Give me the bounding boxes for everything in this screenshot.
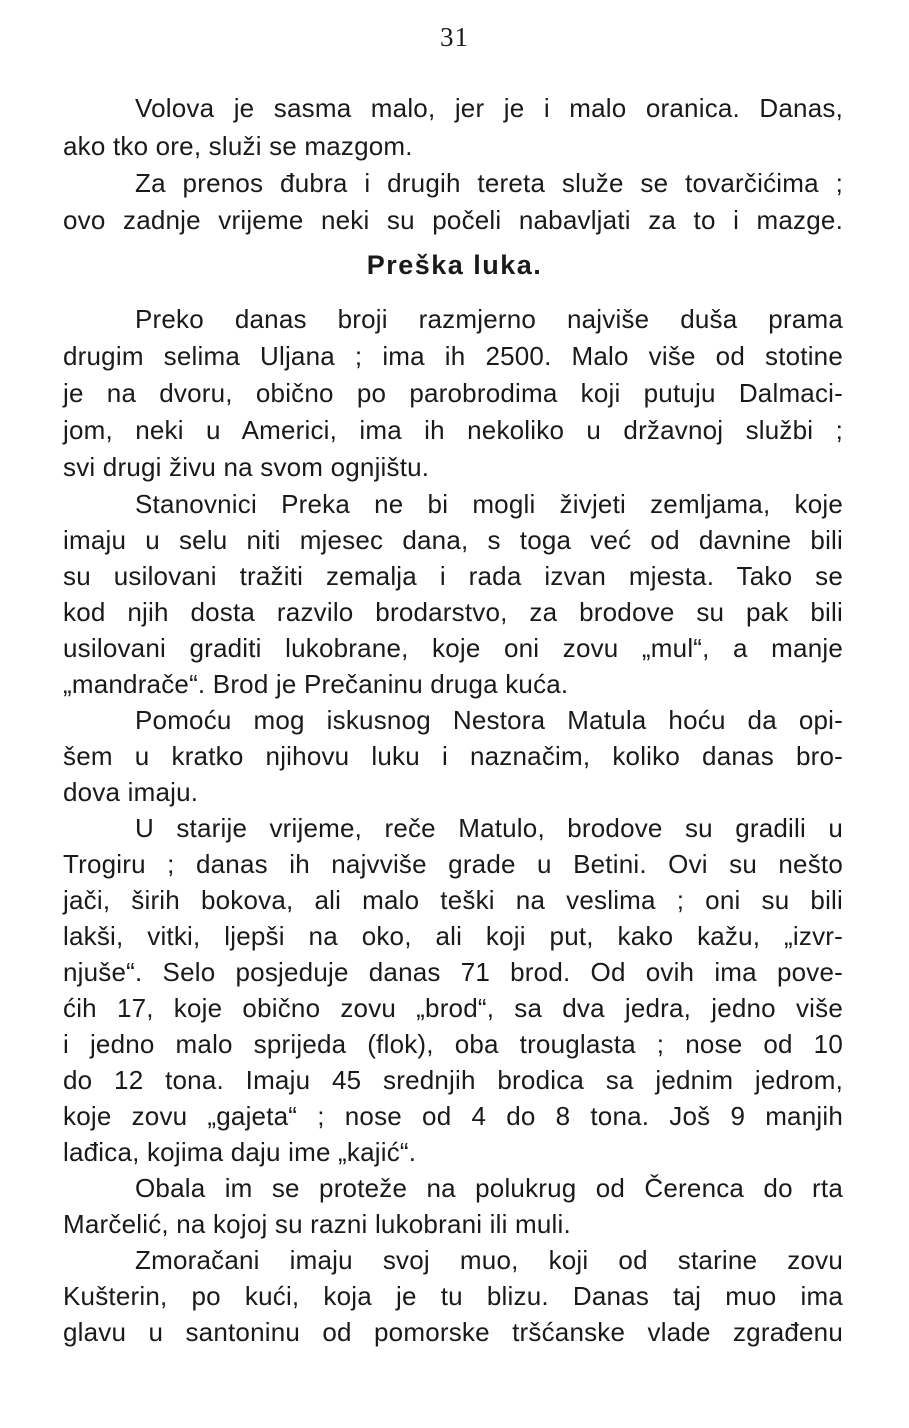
text-line: Obala im se proteže na polukrug od Čerenca do rta [135, 1173, 843, 1203]
text-line: Pomoću mog iskusnog Nestora Matula hoću da opi- [135, 705, 843, 735]
text-line: jom, neki u Americi, ima ih nekoliko u državnoj službi ; [63, 415, 843, 445]
text-line: su usilovani tražiti zemalja i rada izvan mjesta. Tako se [63, 561, 843, 591]
text-line: jači, širih bokova, ali malo teški na veslima ; oni su bili [63, 885, 843, 915]
text-line: glavu u santoninu od pomorske tršćanske vlade zgrađenu [63, 1317, 843, 1347]
text-line: koje zovu „gajeta“ ; nose od 4 do 8 tona. Još 9 manjih [63, 1101, 843, 1131]
text-line: lakši, vitki, ljepši na oko, ali koji put, kako kažu, „izvr- [63, 921, 843, 951]
text-line: usilovani graditi lukobrane, koje oni zovu „mul“, a manje [63, 633, 843, 663]
text-line: Kušterin, po kući, koja je tu blizu. Danas taj muo ima [63, 1281, 843, 1311]
text-line: lađica, kojima daju ime „kajić“. [63, 1137, 417, 1167]
text-line: ćih 17, koje obično zovu „brod“, sa dva jedra, jedno više [63, 993, 843, 1023]
text-line: Volova je sasma malo, jer je i malo oranica. Danas, [135, 93, 843, 123]
text-line: Zmoračani imaju svoj muo, koji od starine zovu [135, 1245, 843, 1275]
text-line: drugim selima Uljana ; ima ih 2500. Malo više od stotine [63, 341, 843, 371]
text-line: Za prenos đubra i drugih tereta služe se tovarčićima ; [135, 168, 843, 198]
text-line: njuše“. Selo posjeduje danas 71 brod. Od ovih ima pove- [63, 957, 843, 987]
text-line: ovo zadnje vrijeme neki su počeli nabavljati za to i mazge. [63, 205, 843, 235]
text-line: svi drugi živu na svom ognjištu. [63, 452, 430, 482]
text-line: ako tko ore, služi se mazgom. [63, 131, 413, 161]
text-line: imaju u selu niti mjesec dana, s toga već od davnine bili [63, 525, 843, 555]
text-line: Stanovnici Preka ne bi mogli živjeti zemljama, koje [135, 489, 843, 519]
text-line: „mandrače“. Brod je Prečaninu druga kuća. [63, 669, 569, 699]
text-line: je na dvoru, obično po parobrodima koji putuju Dalmaci- [63, 378, 843, 408]
text-line: Trogiru ; danas ih najvviše grade u Betini. Ovi su nešto [63, 849, 843, 879]
text-line: do 12 tona. Imaju 45 srednjih brodica sa jednim jedrom, [63, 1065, 843, 1095]
text-line: dova imaju. [63, 777, 199, 807]
text-line: i jedno malo sprijeda (flok), oba trouglasta ; nose od 10 [63, 1029, 843, 1059]
text-line: šem u kratko njihovu luku i naznačim, koliko danas bro- [63, 741, 843, 771]
page-number: 31 [440, 22, 469, 52]
text-line: U starije vrijeme, reče Matulo, brodove su gradili u [135, 813, 843, 843]
text-line: Marčelić, na kojoj su razni lukobrani ili muli. [63, 1209, 571, 1239]
text-line: Preko danas broji razmjerno najviše duša prama [135, 304, 843, 334]
section-heading: Preška luka. [366, 250, 543, 280]
text-line: kod njih dosta razvilo brodarstvo, za brodove su pak bili [63, 597, 843, 627]
